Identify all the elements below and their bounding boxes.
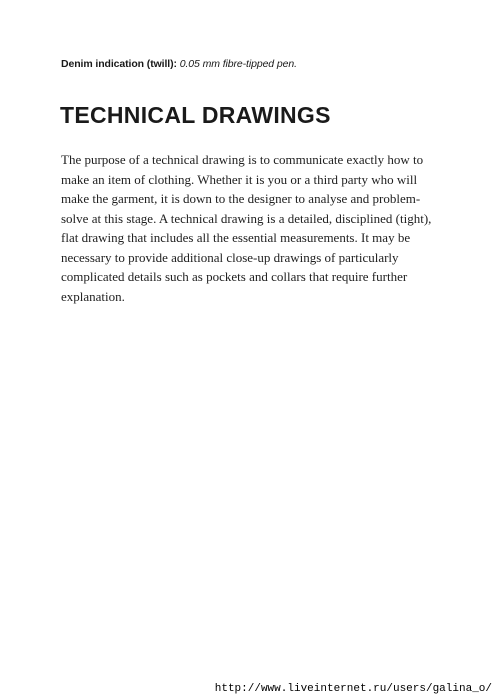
- caption-description: 0.05 mm fibre-tipped pen.: [179, 58, 297, 70]
- body-line: necessary to provide additional close-up drawings of particularly: [61, 249, 399, 265]
- body-line: solve at this stage. A technical drawing is a detailed, disciplined (tight),: [61, 210, 432, 226]
- body-line: The purpose of a technical drawing is to communicate exactly how to: [61, 152, 424, 167]
- body-line: make an item of clothing. Whether it is you or a third party who will: [61, 171, 418, 187]
- body-line: complicated details such as pockets and collars that require further: [61, 269, 408, 284]
- section-heading: TECHNICAL DRAWINGS: [60, 102, 331, 128]
- figure-caption: [61, 57, 461, 71]
- body-line: make the garment, it is down to the designer to analyse and problem-: [61, 191, 421, 206]
- caption-label: Denim indication (twill):: [61, 58, 177, 70]
- body-line: explanation.: [61, 288, 125, 304]
- source-watermark: http://www.liveinternet.ru/users/galina_o/: [214, 683, 492, 695]
- body-line: flat drawing that includes all the essential measurements. It may be: [61, 230, 411, 245]
- body-paragraph: [61, 150, 441, 306]
